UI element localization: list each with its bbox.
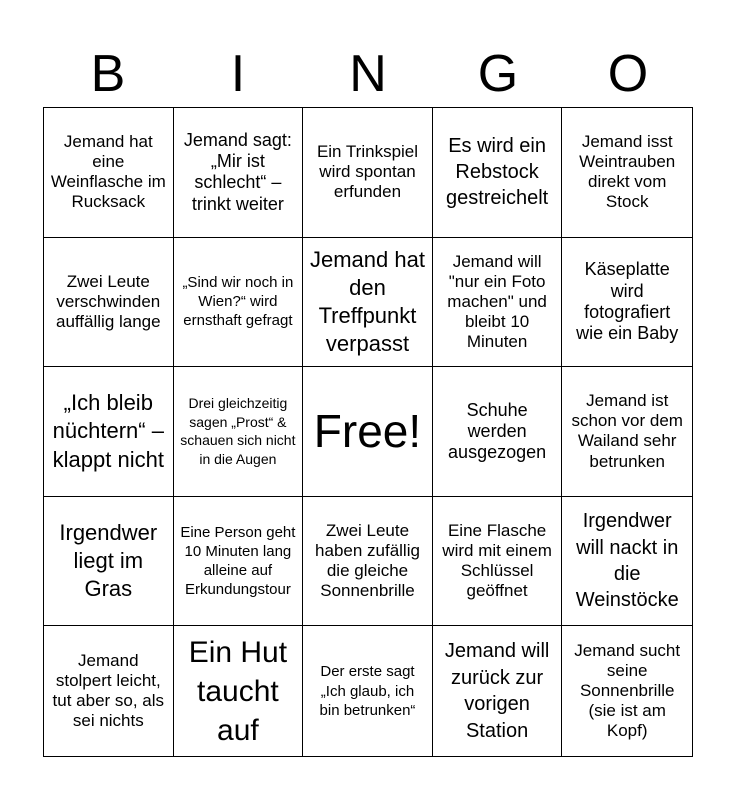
bingo-cell[interactable]: Irgendwer will nackt in die Weinstöcke: [562, 497, 692, 627]
bingo-cell[interactable]: Jemand isst Weintrauben direkt vom Stock: [562, 108, 692, 238]
bingo-cell[interactable]: Jemand sagt: „Mir ist schlecht“ – trinkt weiter: [174, 108, 304, 238]
bingo-cell[interactable]: „Sind wir noch in Wien?“ wird ernsthaft gefragt: [174, 238, 304, 368]
bingo-cell[interactable]: Käseplatte wird fotografiert wie ein Baby: [562, 238, 692, 368]
bingo-card-grid: [43, 107, 693, 757]
bingo-cell[interactable]: Drei gleichzeitig sagen „Prost“ & schauen sich nicht in die Augen: [174, 367, 304, 497]
bingo-cell[interactable]: Es wird ein Rebstock gestreichelt: [433, 108, 563, 238]
bingo-cell[interactable]: Irgendwer liegt im Gras: [44, 497, 174, 627]
bingo-cell[interactable]: Jemand hat eine Weinflasche im Rucksack: [44, 108, 174, 238]
header-letter-b: B: [90, 45, 126, 103]
bingo-cell[interactable]: Ein Hut taucht auf: [174, 626, 304, 756]
bingo-cell[interactable]: „Ich bleib nüchtern“ – klappt nicht: [44, 367, 174, 497]
bingo-cell[interactable]: Jemand stolpert leicht, tut aber so, als sei nichts: [44, 626, 174, 756]
bingo-cell[interactable]: Eine Flasche wird mit einem Schlüssel geöffnet: [433, 497, 563, 627]
bingo-cell[interactable]: Jemand will "nur ein Foto machen" und bleibt 10 Minuten: [433, 238, 563, 368]
bingo-cell[interactable]: Schuhe werden ausgezogen: [433, 367, 563, 497]
bingo-cell[interactable]: Zwei Leute haben zufällig die gleiche Sonnenbrille: [303, 497, 433, 627]
bingo-cell[interactable]: Der erste sagt „Ich glaub, ich bin betrunken“: [303, 626, 433, 756]
bingo-cell[interactable]: Jemand ist schon vor dem Wailand sehr betrunken: [562, 367, 692, 497]
free-space-cell[interactable]: Free!: [303, 367, 433, 497]
bingo-cell[interactable]: Jemand will zurück zur vorigen Station: [433, 626, 563, 756]
header-letter-n: N: [349, 45, 387, 103]
bingo-header: [43, 40, 693, 108]
bingo-cell[interactable]: Eine Person geht 10 Minuten lang alleine auf Erkundungstour: [174, 497, 304, 627]
bingo-cell[interactable]: Ein Trinkspiel wird spontan erfunden: [303, 108, 433, 238]
header-letter-i: I: [230, 45, 246, 103]
bingo-cell[interactable]: Zwei Leute verschwinden auffällig lange: [44, 238, 174, 368]
bingo-cell[interactable]: Jemand hat den Treffpunkt verpasst: [303, 238, 433, 368]
bingo-cell[interactable]: Jemand sucht seine Sonnenbrille (sie ist am Kopf): [574, 641, 681, 741]
header-letter-o: O: [607, 45, 649, 103]
header-letter-g: G: [477, 45, 519, 103]
